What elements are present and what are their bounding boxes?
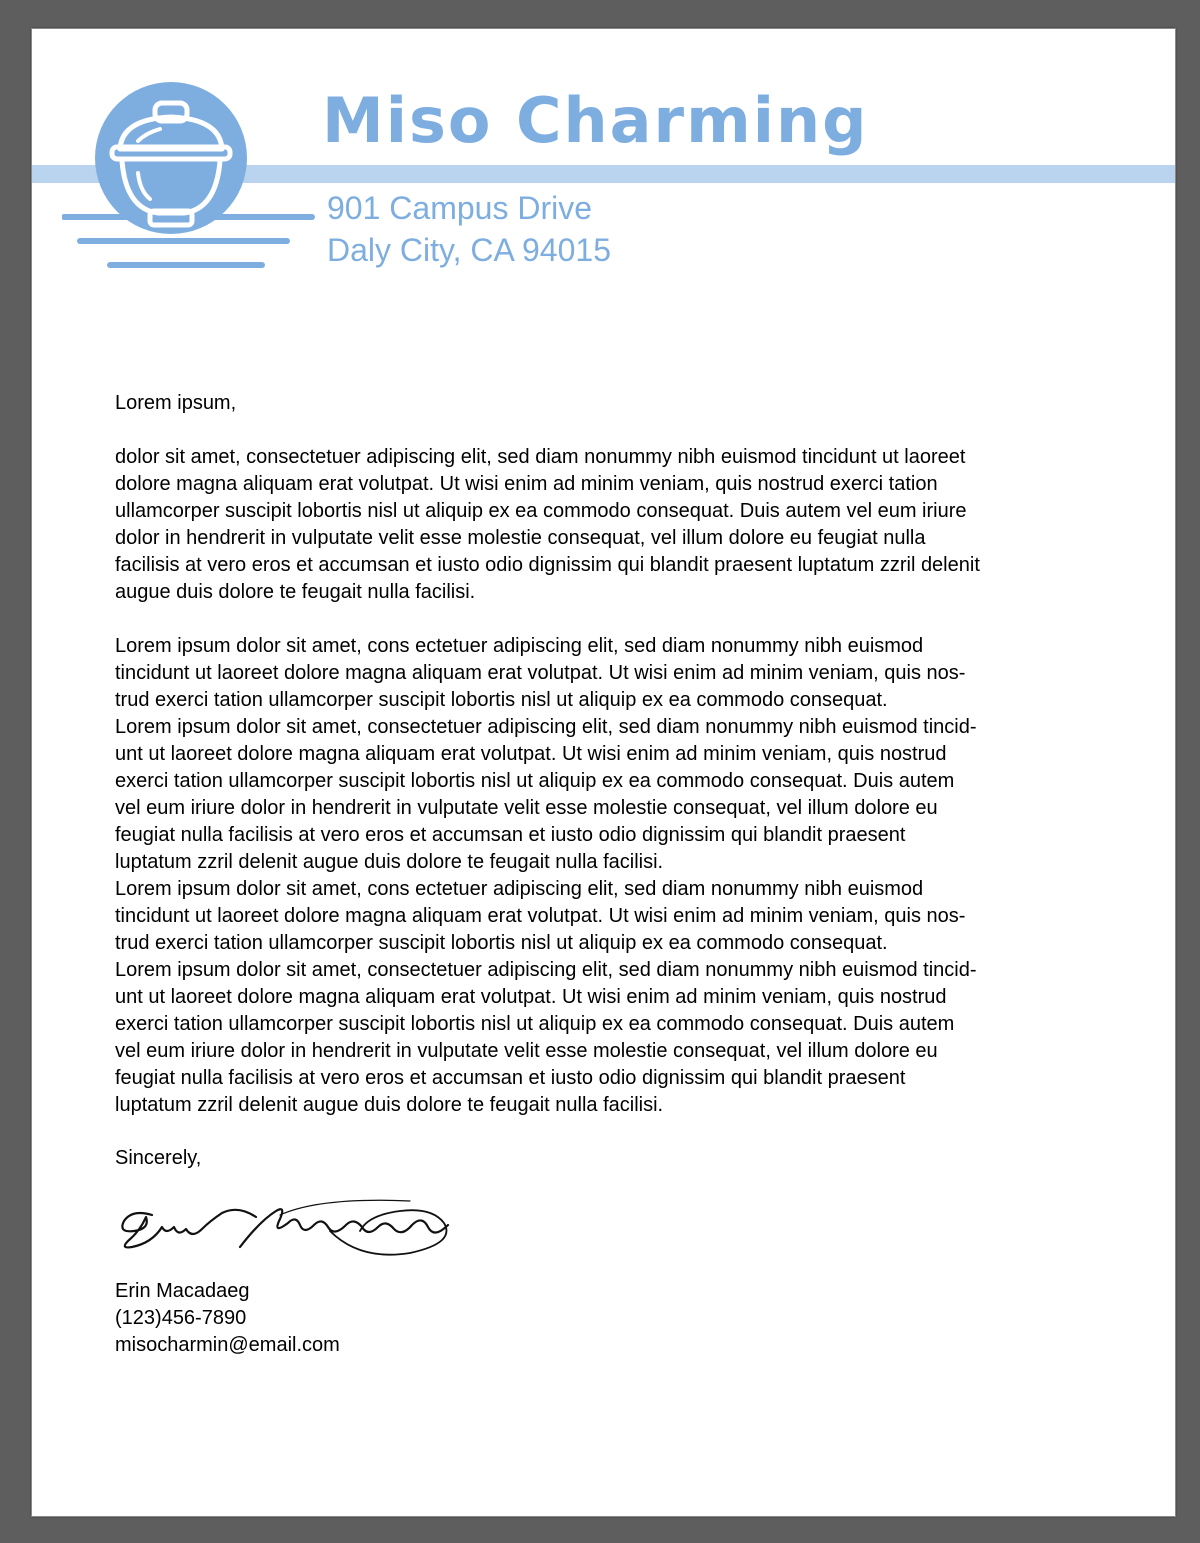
address-line-street: 901 Campus Drive (327, 190, 592, 226)
contact-name: Erin Macadaeg (115, 1280, 250, 1302)
contact-email: misocharmin@email.com (115, 1334, 340, 1356)
handwritten-signature (110, 1187, 470, 1267)
letter-body (115, 390, 1105, 1119)
covered-bowl-icon (62, 81, 322, 271)
letter-paragraph-1: dolor sit amet, consectetuer adipiscing elit, sed diam nonummy nibh euismod tincidunt ut laoreet dolore magna aliquam erat volutpat. Ut wisi enim ad minim veniam, quis nostrud exerci tation ullamcorper suscipit lobortis nisl ut aliquip ex ea commodo consequat. Duis autem vel eum iriure dolor in hendrerit in vulputate velit esse molestie consequat, vel illum dolore eu feugiat nulla facilisis at vero eros et accumsan et iusto odio dignissim qui blandit praesent luptatum zzril delenit augue duis dolore te feugait nulla facilisi. (115, 446, 980, 603)
address-block (327, 187, 611, 271)
letter-closing: Sincerely, (115, 1147, 202, 1169)
letter-page (31, 28, 1176, 1517)
letter-paragraph-2: Lorem ipsum dolor sit amet, cons ectetuer adipiscing elit, sed diam nonummy nibh euismod tincidunt ut laoreet dolore magna aliquam erat volutpat. Ut wisi enim ad minim veniam, quis nos- trud exerci tation ullamcorper suscipit lobortis nisl ut aliquip ex ea commodo consequat. Lorem ipsum dolor sit amet, consectetuer adipiscing elit, sed diam nonummy nibh euismod tincid- unt ut laoreet dolore magna aliquam erat volutpat. Ut wisi enim ad minim veniam, quis nostrud exerci tation ullamcorper suscipit lobortis nisl ut aliquip ex ea commodo consequat. Duis autem vel eum iriure dolor in hendrerit in vulputate velit esse molestie consequat, vel illum dolore eu feugiat nulla facilisis at vero eros et accumsan et iusto odio dignissim qui blandit praesent luptatum zzril delenit augue duis dolore te feugait nulla facilisi. Lorem ipsum dolor sit amet, cons ectetuer adipiscing elit, sed diam nonummy nibh euismod tincidunt ut laoreet dolore magna aliquam erat volutpat. Ut wisi enim ad minim veniam, quis nos- trud exerci tation ullamcorper suscipit lobortis nisl ut aliquip ex ea commodo consequat. Lorem ipsum dolor sit amet, consectetuer adipiscing elit, sed diam nonummy nibh euismod tincid- unt ut laoreet dolore magna aliquam erat volutpat. Ut wisi enim ad minim veniam, quis nostrud exerci tation ullamcorper suscipit lobortis nisl ut aliquip ex ea commodo consequat. Duis autem vel eum iriure dolor in hendrerit in vulputate velit esse molestie consequat, vel illum dolore eu feugiat nulla facilisis at vero eros et accumsan et iusto odio dignissim qui blandit praesent luptatum zzril delenit augue duis dolore te feugait nulla facilisi. (115, 635, 977, 1116)
address-line-city: Daly City, CA 94015 (327, 232, 611, 268)
brand-name: Miso Charming (322, 84, 869, 157)
contact-phone: (123)456-7890 (115, 1307, 247, 1329)
contact-block (115, 1278, 340, 1359)
letter-greeting: Lorem ipsum, (115, 392, 237, 414)
